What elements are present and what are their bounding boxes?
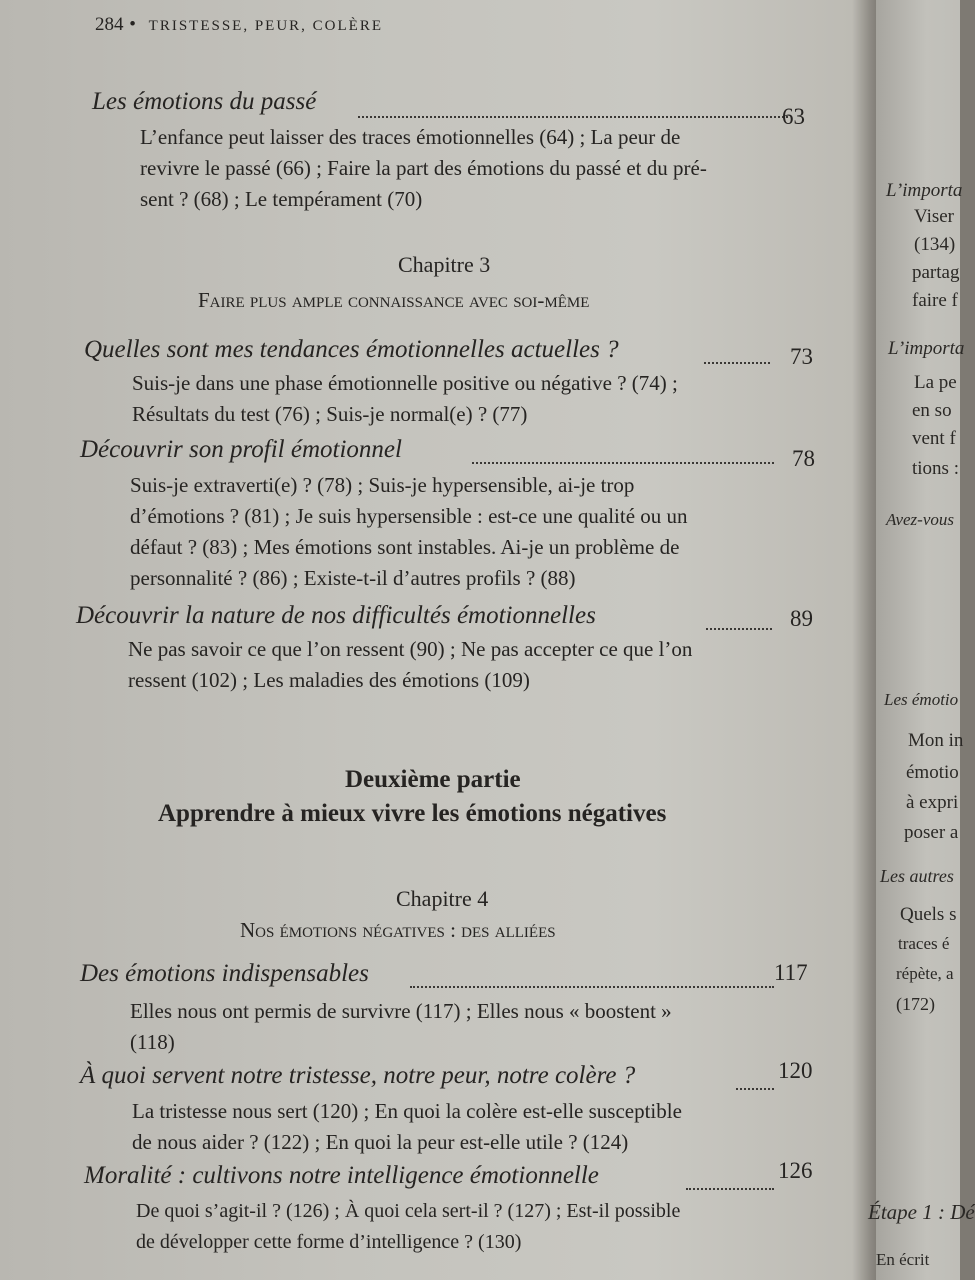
facing-line: poser a — [904, 822, 959, 843]
dot-leader — [686, 1188, 774, 1190]
subtopic-line: Suis-je extraverti(e) ? (78) ; Suis-je hypersensible, ai-je trop — [130, 473, 635, 497]
toc-entry-subtopics — [128, 634, 692, 696]
chapter-3-label: Chapitre 3 — [398, 252, 491, 277]
subtopic-line: d’émotions ? (81) ; Je suis hypersensible : est-ce une qualité ou un — [130, 504, 688, 528]
page-number: 284 — [95, 14, 124, 35]
toc-entry — [80, 960, 820, 994]
subtopic-line: défaut ? (83) ; Mes émotions sont instables. Ai-je un problème de — [130, 535, 680, 559]
facing-line: Viser — [914, 206, 955, 227]
toc-entry-title: Moralité : cultivons notre intelligence émotionnelle — [84, 1162, 599, 1189]
facing-line: L’importa — [886, 180, 963, 201]
toc-entry-page: 73 — [790, 344, 813, 369]
toc-entry-page: 120 — [778, 1058, 813, 1083]
toc-entry — [76, 602, 820, 636]
chapter-3-title: Faire plus ample connaissance avec soi-même — [198, 288, 590, 312]
facing-line: en so — [912, 400, 952, 421]
dot-leader — [472, 462, 774, 464]
facing-line: partag — [912, 262, 960, 283]
facing-line: tions : — [912, 458, 959, 479]
toc-entry-title: Les émotions du passé — [92, 88, 317, 115]
facing-line: faire f — [912, 290, 958, 311]
toc-entry-subtopics — [136, 1196, 680, 1258]
facing-line: traces é — [898, 934, 950, 953]
part-2-label: Deuxième partie — [345, 766, 521, 793]
subtopic-line: Ne pas savoir ce que l’on ressent (90) ; Ne pas accepter ce que l’on — [128, 637, 693, 661]
toc-entry — [84, 336, 814, 370]
part-2-title: Apprendre à mieux vivre les émotions négatives — [158, 800, 667, 827]
facing-line: (172) — [896, 994, 935, 1014]
dot-leader — [410, 986, 774, 988]
facing-line: Étape 1 : Dé — [868, 1200, 975, 1224]
toc-entry-title: Découvrir son profil émotionnel — [80, 436, 402, 463]
facing-line: répète, a — [896, 964, 954, 983]
facing-line: Quels s — [900, 904, 957, 925]
facing-line: Les autres — [880, 866, 954, 886]
facing-line: (134) — [914, 234, 956, 255]
subtopic-line: De quoi s’agit-il ? (126) ; À quoi cela sert-il ? (127) ; Est-il possible — [136, 1200, 681, 1222]
subtopic-line: sent ? (68) ; Le tempérament (70) — [140, 187, 423, 211]
subtopic-line: (118) — [130, 1030, 175, 1054]
toc-entry-subtopics — [140, 122, 707, 215]
facing-line: En écrit — [876, 1250, 930, 1269]
toc-entry-subtopics — [130, 996, 672, 1058]
dot-leader — [358, 116, 788, 118]
toc-entry-title: Découvrir la nature de nos difficultés émotionnelles — [76, 602, 596, 629]
dot-leader — [706, 628, 772, 630]
toc-entry — [80, 1058, 820, 1096]
chapter-4-title: Nos émotions négatives : des alliées — [240, 918, 556, 942]
toc-entry-title: Des émotions indispensables — [80, 960, 369, 987]
dot-leader — [704, 362, 770, 364]
chapter-4-label: Chapitre 4 — [396, 886, 489, 911]
subtopic-line: personnalité ? (86) ; Existe-t-il d’autres profils ? (88) — [130, 566, 576, 590]
running-title: TRISTESSE, PEUR, COLÈRE — [148, 18, 384, 34]
subtopic-line: L’enfance peut laisser des traces émotionnelles (64) ; La peur de — [140, 125, 681, 149]
subtopic-line: Elles nous ont permis de survivre (117) ; Elles nous « boostent » — [130, 999, 672, 1023]
subtopic-line: revivre le passé (66) ; Faire la part des émotions du passé et du pré- — [140, 156, 707, 180]
facing-line: émotio — [906, 762, 959, 783]
toc-entry-page: 126 — [778, 1158, 813, 1183]
facing-line: Mon in — [908, 730, 964, 751]
running-header — [95, 14, 383, 36]
subtopic-line: La tristesse nous sert (120) ; En quoi la colère est-elle susceptible — [132, 1099, 682, 1123]
facing-page — [868, 0, 975, 1280]
toc-entry-page: 89 — [790, 606, 813, 631]
toc-entry-title: À quoi servent notre tristesse, notre peur, notre colère ? — [80, 1062, 636, 1089]
toc-entry-subtopics — [132, 368, 678, 430]
subtopic-line: Suis-je dans une phase émotionnelle positive ou négative ? (74) ; — [132, 371, 678, 395]
toc-entry-page: 78 — [792, 446, 815, 471]
toc-entry-page: 63 — [782, 104, 805, 129]
toc-entry — [80, 436, 820, 470]
subtopic-line: ressent (102) ; Les maladies des émotions (109) — [128, 668, 530, 692]
toc-entry-title: Quelles sont mes tendances émotionnelles actuelles ? — [84, 336, 619, 363]
subtopic-line: de nous aider ? (122) ; En quoi la peur est-elle utile ? (124) — [132, 1130, 629, 1154]
toc-entry-page: 117 — [774, 960, 808, 985]
facing-line: Les émotio — [884, 690, 959, 709]
facing-line: L’importa — [888, 338, 965, 359]
facing-line: à expri — [906, 792, 959, 813]
toc-entry-subtopics — [130, 470, 688, 594]
header-bullet: • — [129, 14, 137, 35]
facing-line: Avez-vous — [886, 510, 954, 529]
facing-line: La pe — [914, 372, 957, 393]
subtopic-line: de développer cette forme d’intelligence ? (130) — [136, 1231, 522, 1253]
facing-line: vent f — [912, 428, 956, 449]
toc-entry — [92, 88, 812, 129]
toc-entry-subtopics — [132, 1096, 682, 1158]
subtopic-line: Résultats du test (76) ; Suis-je normal(e) ? (77) — [132, 402, 528, 426]
toc-entry — [84, 1158, 820, 1196]
dot-leader — [736, 1088, 774, 1090]
